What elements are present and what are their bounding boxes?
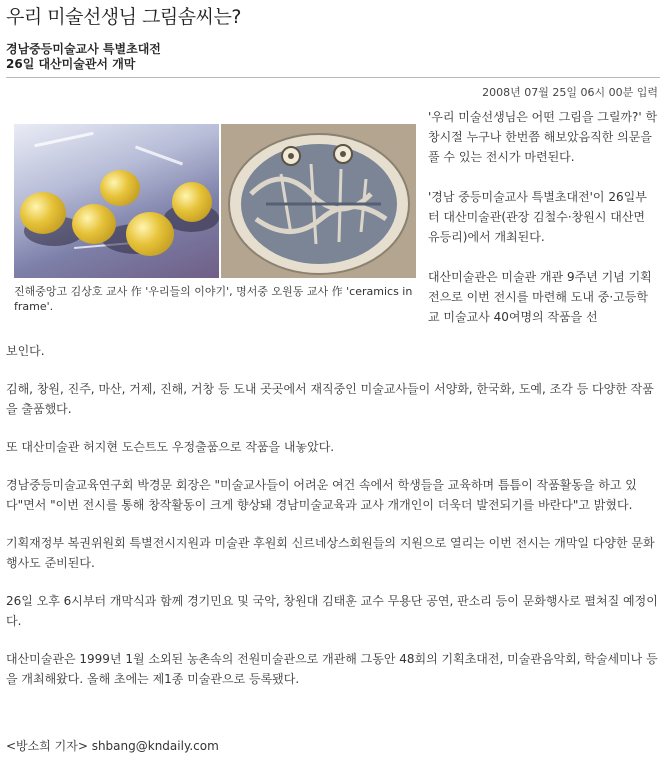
ceramic-image bbox=[221, 124, 416, 278]
subtitle-line-2: 26일 대산미술관서 개막 bbox=[6, 57, 136, 71]
right-paragraph-3: 대산미술관은 미술관 개관 9주년 기념 기획전으로 이번 전시를 마련해 도내 중·고등학교 미술교사 40여명의 작품을 선 bbox=[428, 270, 652, 324]
photo-row bbox=[14, 124, 416, 278]
photo-block bbox=[14, 124, 416, 314]
body-paragraph-2: 또 대산미술관 허지현 도슨트도 우정출품으로 작품을 내놓았다. bbox=[6, 440, 335, 454]
article-title: 우리 미술선생님 그림솜씨는? bbox=[6, 6, 241, 28]
article-body bbox=[6, 341, 658, 707]
body-paragraph-4: 기획재정부 복권위원회 특별전시지원과 미술관 후원회 신르네상스회원들의 지원으로 열리는 이번 전시는 개막일 다양한 문화행사도 준비된다. bbox=[6, 536, 655, 570]
publish-date: 2008년 07월 25일 06시 00분 입력 bbox=[482, 86, 658, 99]
article-subtitle bbox=[6, 42, 161, 72]
ceramic-plate-drawing bbox=[221, 124, 416, 278]
painting-image bbox=[14, 124, 219, 278]
subtitle-line-1: 경남중등미술교사 특별초대전 bbox=[6, 42, 161, 56]
body-paragraph-5: 26일 오후 6시부터 개막식과 함께 경기민요 및 국악, 창원대 김태훈 교수 무용단 공연, 판소리 등이 문화행사로 펼쳐질 예정이다. bbox=[6, 594, 658, 628]
right-column-text bbox=[428, 107, 658, 347]
header-divider bbox=[6, 77, 660, 78]
author-byline: <방소희 기자> shbang@kndaily.com bbox=[6, 739, 219, 753]
body-continuation: 보인다. bbox=[6, 344, 45, 358]
body-paragraph-3: 경남중등미술교육연구회 박경문 회장은 "미술교사들이 어려운 여건 속에서 학생들을 교육하며 틈틈이 작품활동을 하고 있다"면서 "이번 전시를 통해 창작활동이 크게 향상돼 경남미술교육과 교사 개개인이 더욱더 발전되기를 바란다"고 밝혔다. bbox=[6, 478, 637, 512]
photo-caption: 진해중앙고 김상호 교사 作 '우리들의 이야기', 명서중 오원동 교사 作 'ceramics in frame'. bbox=[14, 285, 413, 313]
right-paragraph-1: '우리 미술선생님은 어떤 그림을 그릴까?' 학창시절 누구나 한번쯤 해보았음직한 의문을 풀 수 있는 전시가 마련된다. bbox=[428, 110, 658, 164]
right-paragraph-2: '경남 중등미술교사 특별초대전'이 26일부터 대산미술관(관장 김철수·창원시 대산면 유등리)에서 개최된다. bbox=[428, 190, 647, 244]
body-paragraph-1: 김해, 창원, 진주, 마산, 거제, 진해, 거창 등 도내 곳곳에서 재직중인 미술교사들이 서양화, 한국화, 도예, 조각 등 다양한 작품을 출품했다. bbox=[6, 382, 654, 416]
body-paragraph-6: 대산미술관은 1999년 1월 소외된 농촌속의 전원미술관으로 개관해 그동안 48회의 기획초대전, 미술관음악회, 학술세미나 등을 개최해왔다. 올해 초에는 제1종 미술관으로 등록됐다. bbox=[6, 652, 658, 686]
